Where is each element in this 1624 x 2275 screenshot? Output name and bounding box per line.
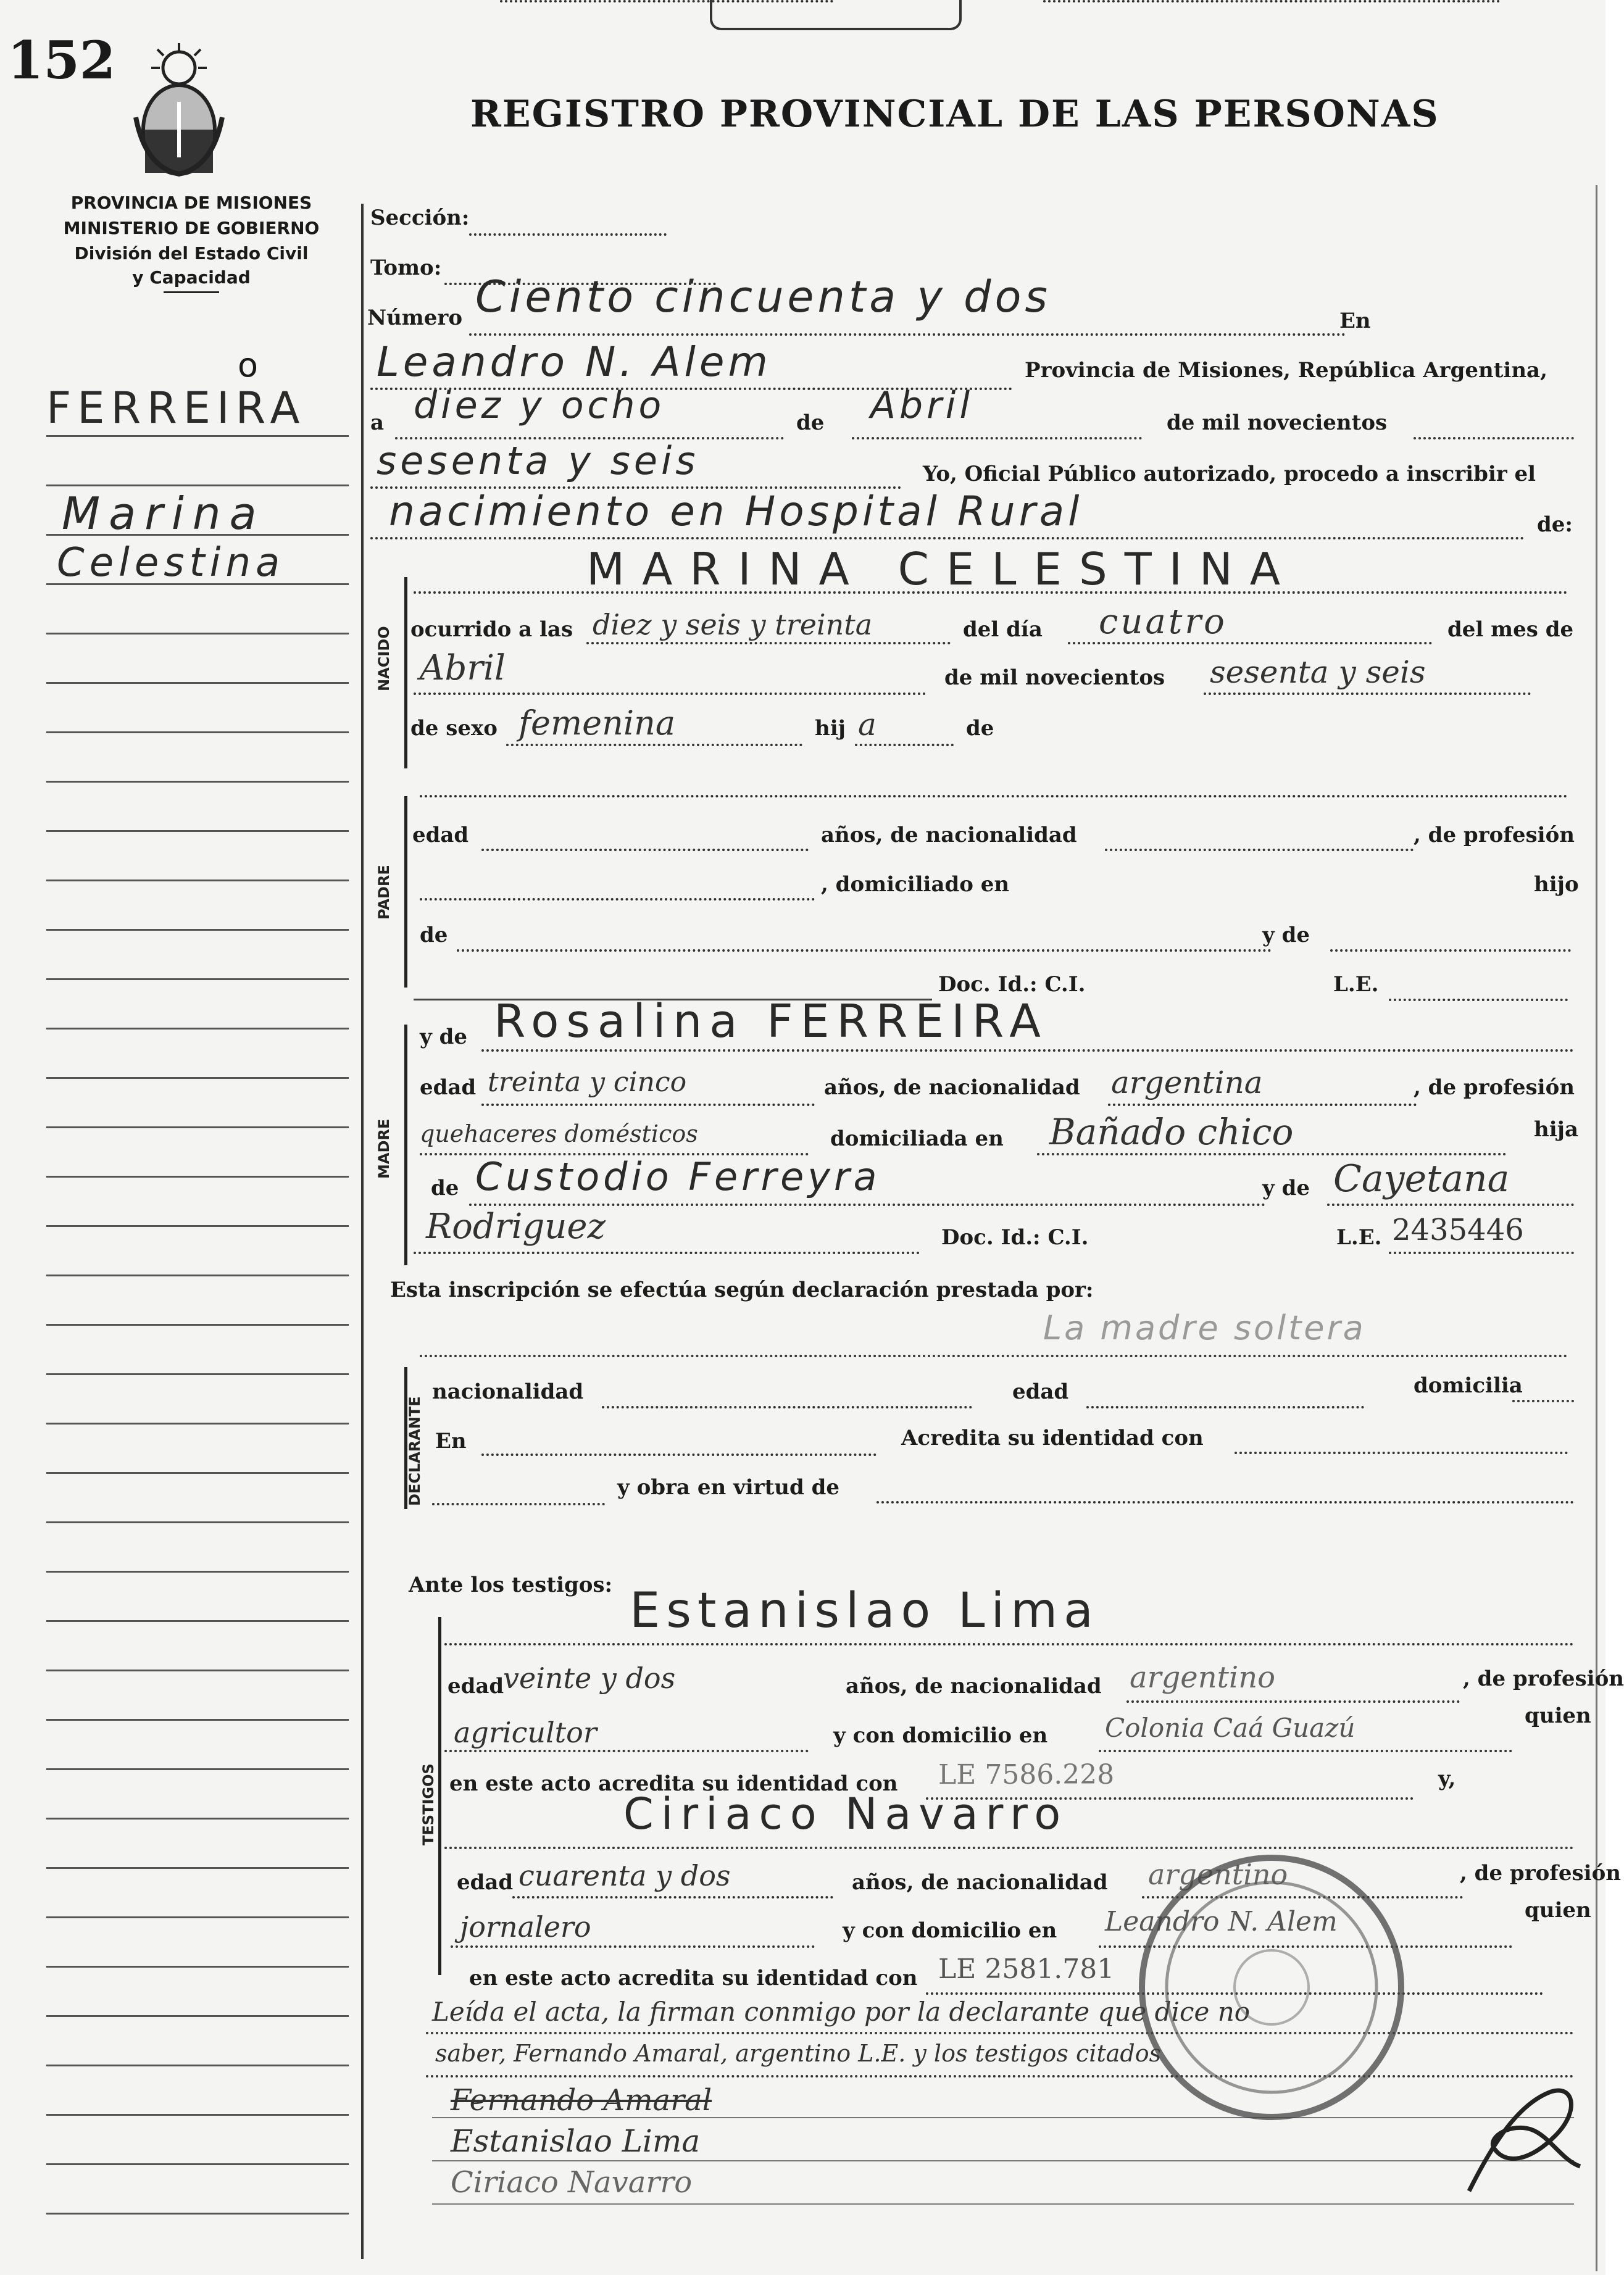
madre-father-value: Custodio Ferreyra bbox=[475, 1154, 881, 1199]
witness1-dom-line bbox=[1099, 1750, 1512, 1752]
padre-edad-label: edad bbox=[412, 823, 469, 847]
madre-le-value: 2435446 bbox=[1392, 1213, 1524, 1247]
margin-rule-line bbox=[46, 1275, 349, 1276]
margin-rule-line bbox=[46, 1423, 349, 1424]
padre-doc-label: Doc. Id.: C.I. bbox=[938, 972, 1086, 997]
del-dia-label: del día bbox=[963, 617, 1043, 642]
madre-le-line bbox=[1389, 1252, 1574, 1254]
day-value: diez y ocho bbox=[414, 384, 665, 427]
witness2-prof-label: , de profesión bbox=[1460, 1861, 1621, 1886]
madre-edad-line bbox=[481, 1104, 815, 1106]
margin-rule-line bbox=[46, 1571, 349, 1573]
signature-2: Estanislao Lima bbox=[451, 2123, 701, 2159]
witness1-acredita-label: en este acto acredita su identidad con bbox=[449, 1771, 898, 1796]
official-stamp-icon bbox=[1130, 1845, 1414, 2132]
declarante-nac-label: nacionalidad bbox=[432, 1379, 584, 1404]
folio-number: 152 bbox=[7, 30, 116, 91]
witness2-prof-line bbox=[451, 1945, 815, 1948]
witness1-edad-line bbox=[500, 0, 833, 2]
hij-suffix: a bbox=[858, 707, 877, 742]
numero-value: Ciento cincuenta y dos bbox=[475, 272, 1051, 322]
birth-time-line bbox=[586, 642, 951, 644]
en-label: En bbox=[1339, 309, 1371, 333]
declarante-en-line bbox=[481, 1454, 877, 1456]
madre-profession-value: quehaceres domésticos bbox=[420, 1120, 698, 1147]
margin-rule-line bbox=[46, 1077, 349, 1079]
witness1-prof-label: , de profesión bbox=[1463, 1666, 1624, 1691]
inscripcion-label: Esta inscripción se efectúa según declaración prestada por: bbox=[390, 1278, 1094, 1302]
margin-rule-line bbox=[46, 880, 349, 881]
margin-rule-line bbox=[46, 2114, 349, 2116]
witness1-edad-label: edad bbox=[448, 1674, 504, 1699]
madre-nationality-value: argentina bbox=[1111, 1065, 1263, 1100]
witness1-name-line bbox=[444, 1643, 1574, 1645]
sex-value: femenina bbox=[518, 704, 676, 742]
de-label-hij: de bbox=[966, 716, 994, 741]
signature-rule-3 bbox=[432, 2203, 1574, 2205]
margin-rule-line bbox=[46, 1373, 349, 1375]
margin-rule-line bbox=[46, 1028, 349, 1029]
margin-rule-line bbox=[46, 781, 349, 783]
witness2-nationality: argentino bbox=[1148, 1858, 1288, 1891]
margin-rule-line bbox=[46, 978, 349, 980]
witness1-prof-line bbox=[444, 1750, 809, 1752]
witness2-edad-line bbox=[512, 1896, 833, 1899]
birth-month-value: Abril bbox=[420, 648, 506, 688]
margin-rule-line bbox=[46, 2163, 349, 2165]
madre-father-line bbox=[469, 1204, 1265, 1206]
margin-rule-line bbox=[46, 1176, 349, 1178]
testigos-bracket bbox=[438, 1617, 441, 1975]
declarante-edad-label: edad bbox=[1012, 1379, 1069, 1404]
hij-line bbox=[855, 744, 954, 746]
birth-time-value: diez y seis y treinta bbox=[593, 608, 873, 641]
ocurrido-label: ocurrido a las bbox=[410, 617, 573, 642]
padre-y-de-label: y de bbox=[1262, 923, 1310, 947]
padre-de-line bbox=[457, 949, 1272, 952]
declarante-nac-line bbox=[602, 1406, 972, 1408]
witness2-id: LE 2581.781 bbox=[938, 1953, 1115, 1985]
margin-rule-line bbox=[46, 1966, 349, 1968]
madre-name-value: Rosalina FERREIRA bbox=[494, 995, 1048, 1048]
de-label-1: de bbox=[796, 410, 825, 435]
margin-rule-line bbox=[46, 485, 349, 486]
margin-rule-line bbox=[46, 731, 349, 733]
witness1-nationality: argentino bbox=[1130, 1660, 1276, 1695]
testigos-side-label: TESTIGOS bbox=[420, 1763, 437, 1845]
numero-label: Número bbox=[367, 306, 462, 330]
child-name-value: MARINA CELESTINA bbox=[586, 543, 1298, 595]
birth-day-line bbox=[1068, 642, 1432, 644]
month-line bbox=[852, 437, 1142, 439]
corner-signature-icon bbox=[1457, 2068, 1599, 2212]
hij-label: hij bbox=[815, 716, 846, 741]
witness1-quien-label: quien bbox=[1525, 1703, 1591, 1728]
declarante-id-line bbox=[432, 1503, 605, 1505]
signature-3: Ciriaco Navarro bbox=[451, 2165, 693, 2200]
madre-name-line bbox=[481, 1049, 1574, 1052]
birth-month-line bbox=[414, 692, 926, 695]
margin-rule-line bbox=[46, 435, 349, 437]
de-colon-label: de: bbox=[1537, 512, 1573, 537]
declarante-domicilia-label: domicilia bbox=[1414, 1373, 1523, 1398]
child-name-line bbox=[414, 591, 1568, 594]
witness1-address: Colonia Caá Guazú bbox=[1105, 1713, 1355, 1743]
padre-de-label: de bbox=[420, 923, 448, 947]
closing-line-1: Leída el acta, la firman conmigo por la declarante que dice no bbox=[432, 1997, 1251, 2027]
madre-surname-line bbox=[414, 1252, 920, 1254]
padre-name-line bbox=[420, 795, 1568, 797]
year-value: sesenta y seis bbox=[377, 438, 699, 483]
sex-line bbox=[506, 744, 802, 746]
top-tab bbox=[710, 0, 962, 30]
coat-of-arms-icon bbox=[133, 43, 225, 181]
margin-rule-line bbox=[46, 1818, 349, 1820]
declarante-by-line bbox=[420, 1355, 1568, 1357]
event-line bbox=[370, 537, 1525, 539]
padre-y-de-line bbox=[1330, 949, 1571, 952]
madre-doc-label: Doc. Id.: C.I. bbox=[941, 1225, 1089, 1250]
nacido-side-label: NACIDO bbox=[375, 626, 393, 691]
de-mil-label-2: de mil novecientos bbox=[944, 665, 1165, 690]
margin-rule-line bbox=[46, 1620, 349, 1622]
margin-rule-line bbox=[46, 2015, 349, 2017]
declarante-domicilia-line bbox=[1512, 1400, 1574, 1402]
witness2-edad-label: edad bbox=[457, 1870, 514, 1895]
madre-dom-line bbox=[1037, 1153, 1506, 1155]
left-header bbox=[43, 193, 339, 293]
main-border bbox=[361, 204, 364, 2259]
padre-edad-line bbox=[481, 849, 809, 851]
division-label: División del Estado Civil bbox=[74, 243, 309, 264]
birth-year-value: sesenta y seis bbox=[1210, 654, 1426, 690]
testigos-label: Ante los testigos: bbox=[409, 1573, 613, 1597]
seccion-label: Sección: bbox=[370, 206, 470, 230]
madre-bracket bbox=[404, 1025, 407, 1265]
de-sexo-label: de sexo bbox=[410, 716, 498, 741]
margin-rule-line bbox=[46, 830, 349, 832]
witness1-dom-label: y con domicilio en bbox=[833, 1723, 1048, 1748]
madre-de-label: de bbox=[431, 1176, 459, 1200]
madre-mother-value: Cayetana bbox=[1333, 1157, 1510, 1200]
declarante-obra-line bbox=[877, 1501, 1574, 1503]
margin-rule-line bbox=[46, 1472, 349, 1474]
madre-dom-label: domiciliada en bbox=[830, 1126, 1004, 1151]
declarante-acredita-line bbox=[1235, 1452, 1568, 1454]
padre-prof-line bbox=[420, 898, 815, 900]
birth-year-line bbox=[1204, 692, 1531, 695]
division-label-2: y Capacidad bbox=[132, 267, 251, 288]
witness1-profession: agricultor bbox=[454, 1716, 597, 1749]
mil-novecientos-label: de mil novecientos bbox=[1167, 410, 1388, 435]
right-border bbox=[1596, 185, 1597, 2271]
witness1-id: LE 7586.228 bbox=[938, 1759, 1115, 1790]
margin-rule-line bbox=[46, 1670, 349, 1671]
margin-rule-line bbox=[46, 2213, 349, 2215]
madre-hija-label: hija bbox=[1534, 1117, 1578, 1142]
padre-nac-label: años, de nacionalidad bbox=[821, 823, 1077, 847]
numero-line bbox=[469, 333, 1346, 336]
witness2-address: Leandro N. Alem bbox=[1105, 1906, 1338, 1937]
madre-nac-line bbox=[1108, 1104, 1417, 1106]
madre-edad-label: edad bbox=[420, 1075, 477, 1100]
margin-surname: FERREIRA bbox=[46, 383, 306, 433]
event-value: nacimiento en Hospital Rural bbox=[389, 488, 1083, 535]
signature-1: Fernando Amaral bbox=[451, 2083, 712, 2118]
madre-prof-label: , de profesión bbox=[1414, 1075, 1575, 1100]
closing-line-2: saber, Fernando Amaral, argentino L.E. y los testigos citados bbox=[435, 2040, 1162, 2067]
margin-first-name: Marina bbox=[62, 488, 265, 539]
provincia-label: Provincia de Misiones, República Argentina, bbox=[1025, 358, 1547, 383]
witness2-profession: jornalero bbox=[460, 1910, 591, 1944]
padre-side-label: PADRE bbox=[375, 865, 393, 920]
madre-le-label: L.E. bbox=[1336, 1225, 1382, 1250]
witness1-age: veinte y dos bbox=[503, 1662, 676, 1695]
margin-rule-line bbox=[46, 682, 349, 684]
witness2-dom-label: y con domicilio en bbox=[843, 1918, 1057, 1943]
madre-address-value: Bañado chico bbox=[1049, 1111, 1294, 1153]
margin-rule-line bbox=[46, 1324, 349, 1326]
margin-rule-line bbox=[46, 1719, 349, 1721]
margin-rule-line bbox=[46, 1225, 349, 1227]
madre-mother-line bbox=[1327, 1204, 1574, 1206]
margin-rule-line bbox=[46, 1768, 349, 1770]
madre-y-de-label-2: y de bbox=[1262, 1176, 1310, 1200]
tomo-label: Tomo: bbox=[370, 256, 442, 280]
padre-le-label: L.E. bbox=[1333, 972, 1379, 997]
margin-mark: o bbox=[238, 346, 259, 385]
padre-prof-label: , de profesión bbox=[1414, 823, 1575, 847]
padre-hijo-label: hijo bbox=[1534, 872, 1579, 897]
madre-side-label: MADRE bbox=[375, 1118, 393, 1179]
yo-oficial-label: Yo, Oficial Público autorizado, procedo a inscribir el bbox=[923, 462, 1536, 486]
declarante-obra-label: y obra en virtud de bbox=[617, 1475, 840, 1500]
witness2-quien-label: quien bbox=[1525, 1898, 1591, 1923]
padre-dom-label: , domiciliado en bbox=[821, 872, 1010, 897]
witness1-nac-label: años, de nacionalidad bbox=[846, 1674, 1102, 1699]
declarante-side-label: DECLARANTE bbox=[406, 1396, 423, 1506]
margin-rule-line bbox=[46, 1521, 349, 1523]
madre-y-de-label: y de bbox=[420, 1025, 467, 1049]
birth-day-value: cuatro bbox=[1099, 602, 1227, 642]
margin-rule-line bbox=[46, 1126, 349, 1128]
margin-rule-line bbox=[46, 1916, 349, 1918]
declarante-edad-line bbox=[1086, 1406, 1364, 1408]
witness2-age: cuarenta y dos bbox=[518, 1859, 731, 1892]
declarante-en-label: En bbox=[435, 1429, 467, 1454]
padre-dom-line bbox=[1043, 0, 1500, 2]
nacido-bracket bbox=[404, 577, 407, 768]
a-label: a bbox=[370, 410, 385, 435]
province-label: PROVINCIA DE MISIONES bbox=[70, 193, 312, 213]
witness2-name: Ciriaco Navarro bbox=[623, 1789, 1068, 1839]
madre-mother-surname: Rodriguez bbox=[426, 1207, 606, 1247]
padre-le-line bbox=[1389, 999, 1568, 1001]
padre-nac-line bbox=[1105, 849, 1414, 851]
margin-rule-line bbox=[46, 2065, 349, 2066]
witness2-nac-label: años, de nacionalidad bbox=[852, 1870, 1108, 1895]
place-value: Leandro N. Alem bbox=[377, 338, 772, 386]
witness1-name: Estanislao Lima bbox=[630, 1583, 1099, 1639]
madre-age-value: treinta y cinco bbox=[488, 1067, 687, 1098]
month-value: Abril bbox=[870, 384, 974, 427]
witness1-nac-line bbox=[1126, 1700, 1460, 1703]
ministry-label: MINISTERIO DE GOBIERNO bbox=[63, 218, 320, 238]
margin-rule-line bbox=[46, 633, 349, 634]
seccion-line bbox=[469, 233, 667, 236]
signature-rule-2 bbox=[432, 2160, 1574, 2161]
margin-rule-line bbox=[46, 1867, 349, 1869]
del-mes-label: del mes de bbox=[1447, 617, 1574, 642]
witness2-acredita-label: en este acto acredita su identidad con bbox=[469, 1966, 918, 1990]
witness1-y-label: y, bbox=[1438, 1766, 1456, 1791]
madre-nac-label: años, de nacionalidad bbox=[824, 1075, 1080, 1100]
page-title: REGISTRO PROVINCIAL DE LAS PERSONAS bbox=[470, 93, 1439, 136]
padre-bracket bbox=[404, 796, 407, 988]
margin-rule-line bbox=[46, 929, 349, 931]
declarante-by-value: La madre soltera bbox=[1043, 1308, 1366, 1347]
declarante-acredita-label: Acredita su identidad con bbox=[901, 1426, 1204, 1450]
margin-second-name: Celestina bbox=[57, 540, 285, 586]
mil-line bbox=[1414, 437, 1574, 439]
